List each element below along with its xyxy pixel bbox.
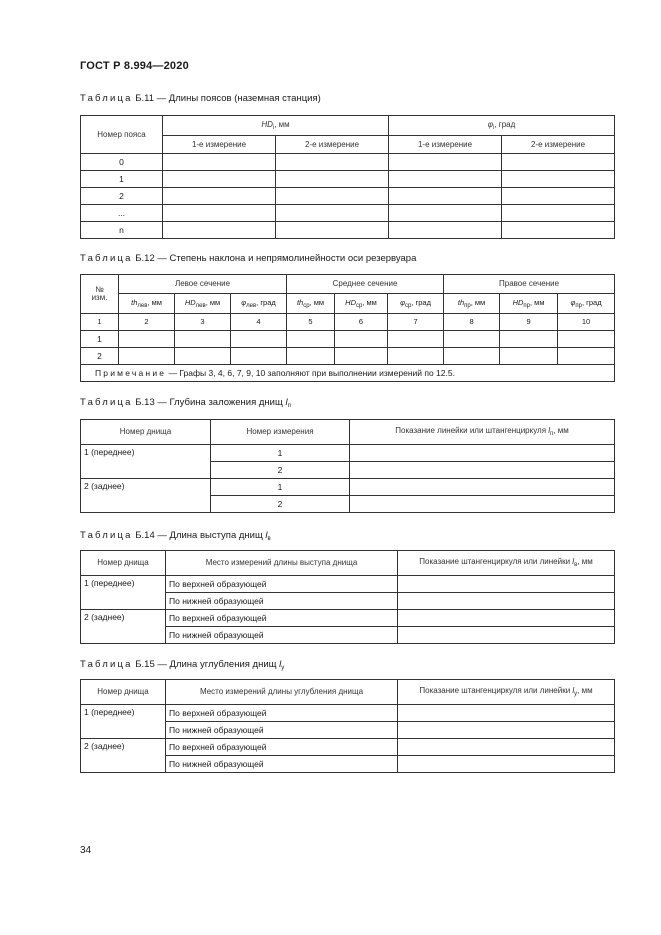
belt-cell: 2: [81, 188, 163, 205]
header-hd: $HD_i$, мм: [163, 116, 389, 136]
place-cell: По верхней образующей: [166, 610, 398, 627]
table-b11: [80, 115, 615, 239]
column-number: 7: [388, 314, 444, 331]
table-row: [81, 445, 615, 462]
place-cell: По нижней образующей: [166, 756, 398, 773]
header-meas-2: 2-е измерение: [502, 136, 615, 154]
header-reading: Показание штангенциркуля или линейки $l_в$, мм: [398, 551, 615, 576]
header-meas-1: 1-е измерение: [163, 136, 276, 154]
header-th-sr: $th_{ср}$, мм: [287, 294, 335, 314]
header-meas-number: Номер измерения: [211, 420, 350, 445]
table-row: [81, 331, 615, 348]
place-cell: По верхней образующей: [166, 705, 398, 722]
header-reading: Показание линейки или штангенциркуля $l_п$, мм: [350, 420, 615, 445]
header-reading: Показание штангенциркуля или линейки $l_у$, мм: [398, 680, 615, 705]
bottom-cell: 2 (заднее): [81, 479, 211, 513]
header-hd-pr: $HD_{пр}$, мм: [500, 294, 558, 314]
column-number: 5: [287, 314, 335, 331]
table-b13: [80, 419, 615, 513]
header-phi-sr: $\varphi_{ср}$, град: [388, 294, 444, 314]
table-row: [81, 479, 615, 496]
header-meas-2: 2-е измерение: [276, 136, 389, 154]
header-meas-no: № изм.: [81, 275, 119, 314]
header-hd-sr: $HD_{ср}$, мм: [335, 294, 388, 314]
column-number: 10: [558, 314, 615, 331]
table-row: [81, 222, 615, 239]
header-middle-section: Среднее сечение: [287, 275, 444, 294]
meas-cell: 2: [211, 496, 350, 513]
column-number: 4: [231, 314, 287, 331]
table-b15-caption: Таблица Б.15 — Длина углубления днищ $l_у$: [80, 659, 285, 671]
header-th-pr: $th_{пр}$, мм: [444, 294, 500, 314]
belt-cell: 0: [81, 154, 163, 171]
place-cell: По верхней образующей: [166, 576, 398, 593]
table-row: [81, 205, 615, 222]
place-cell: По нижней образующей: [166, 722, 398, 739]
meas-cell: 1: [211, 479, 350, 496]
column-number: 3: [175, 314, 231, 331]
table-b14-caption: Таблица Б.14 — Длина выступа днищ $l_в$: [80, 530, 271, 542]
belt-cell: n: [81, 222, 163, 239]
table-b12: [80, 274, 615, 382]
table-row: [81, 610, 615, 627]
header-phi-pr: $\varphi_{пр}$, град: [558, 294, 615, 314]
belt-cell: ...: [81, 205, 163, 222]
header-phi: $\varphi_i$, град: [389, 116, 615, 136]
header-bottom-number: Номер днища: [81, 680, 166, 705]
column-number: 8: [444, 314, 500, 331]
header-hd-lev: $HD_{лев}$, мм: [175, 294, 231, 314]
table-row: [81, 188, 615, 205]
bottom-cell: 1 (переднее): [81, 576, 166, 610]
header-left-section: Левое сечение: [119, 275, 287, 294]
column-number: 2: [119, 314, 175, 331]
document-header: ГОСТ Р 8.994—2020: [80, 60, 189, 72]
meas-cell: 2: [211, 462, 350, 479]
table-b14: [80, 550, 615, 644]
header-measure-place: Место измерений длины углубления днища: [166, 680, 398, 705]
table-row: [81, 576, 615, 593]
bottom-cell: 2 (заднее): [81, 610, 166, 644]
header-phi-lev: $\varphi_{лев}$, град: [231, 294, 287, 314]
bottom-cell: 1 (переднее): [81, 705, 166, 739]
header-bottom-number: Номер днища: [81, 420, 211, 445]
table-row: [81, 705, 615, 722]
table-b12-caption: Таблица Б.12 — Степень наклона и непрямолинейности оси резервуара: [80, 253, 417, 264]
meas-cell: 1: [81, 331, 119, 348]
column-number: 9: [500, 314, 558, 331]
header-measure-place: Место измерений длины выступа днища: [166, 551, 398, 576]
header-th-lev: $th_{лев}$, мм: [119, 294, 175, 314]
header-bottom-number: Номер днища: [81, 551, 166, 576]
header-right-section: Правое сечение: [444, 275, 615, 294]
table-row: [81, 348, 615, 365]
place-cell: По нижней образующей: [166, 593, 398, 610]
bottom-cell: 2 (заднее): [81, 739, 166, 773]
column-number: 6: [335, 314, 388, 331]
page-number: 34: [80, 845, 92, 856]
belt-cell: 1: [81, 171, 163, 188]
meas-cell: 2: [81, 348, 119, 365]
table-note: Примечание — Графы 3, 4, 6, 7, 9, 10 заполняют при выполнении измерений по 12.5.: [81, 365, 615, 382]
table-row: [81, 171, 615, 188]
header-belt-number: Номер пояса: [81, 116, 163, 154]
bottom-cell: 1 (переднее): [81, 445, 211, 479]
table-b11-caption: Таблица Б.11 — Длины поясов (наземная станция): [80, 93, 321, 104]
table-row: [81, 154, 615, 171]
table-row: [81, 739, 615, 756]
table-b15: [80, 679, 615, 773]
place-cell: По верхней образующей: [166, 739, 398, 756]
meas-cell: 1: [211, 445, 350, 462]
column-number: 1: [81, 314, 119, 331]
place-cell: По нижней образующей: [166, 627, 398, 644]
table-b13-caption: Таблица Б.13 — Глубина заложения днищ $l_п$: [80, 397, 291, 409]
header-meas-1: 1-е измерение: [389, 136, 502, 154]
